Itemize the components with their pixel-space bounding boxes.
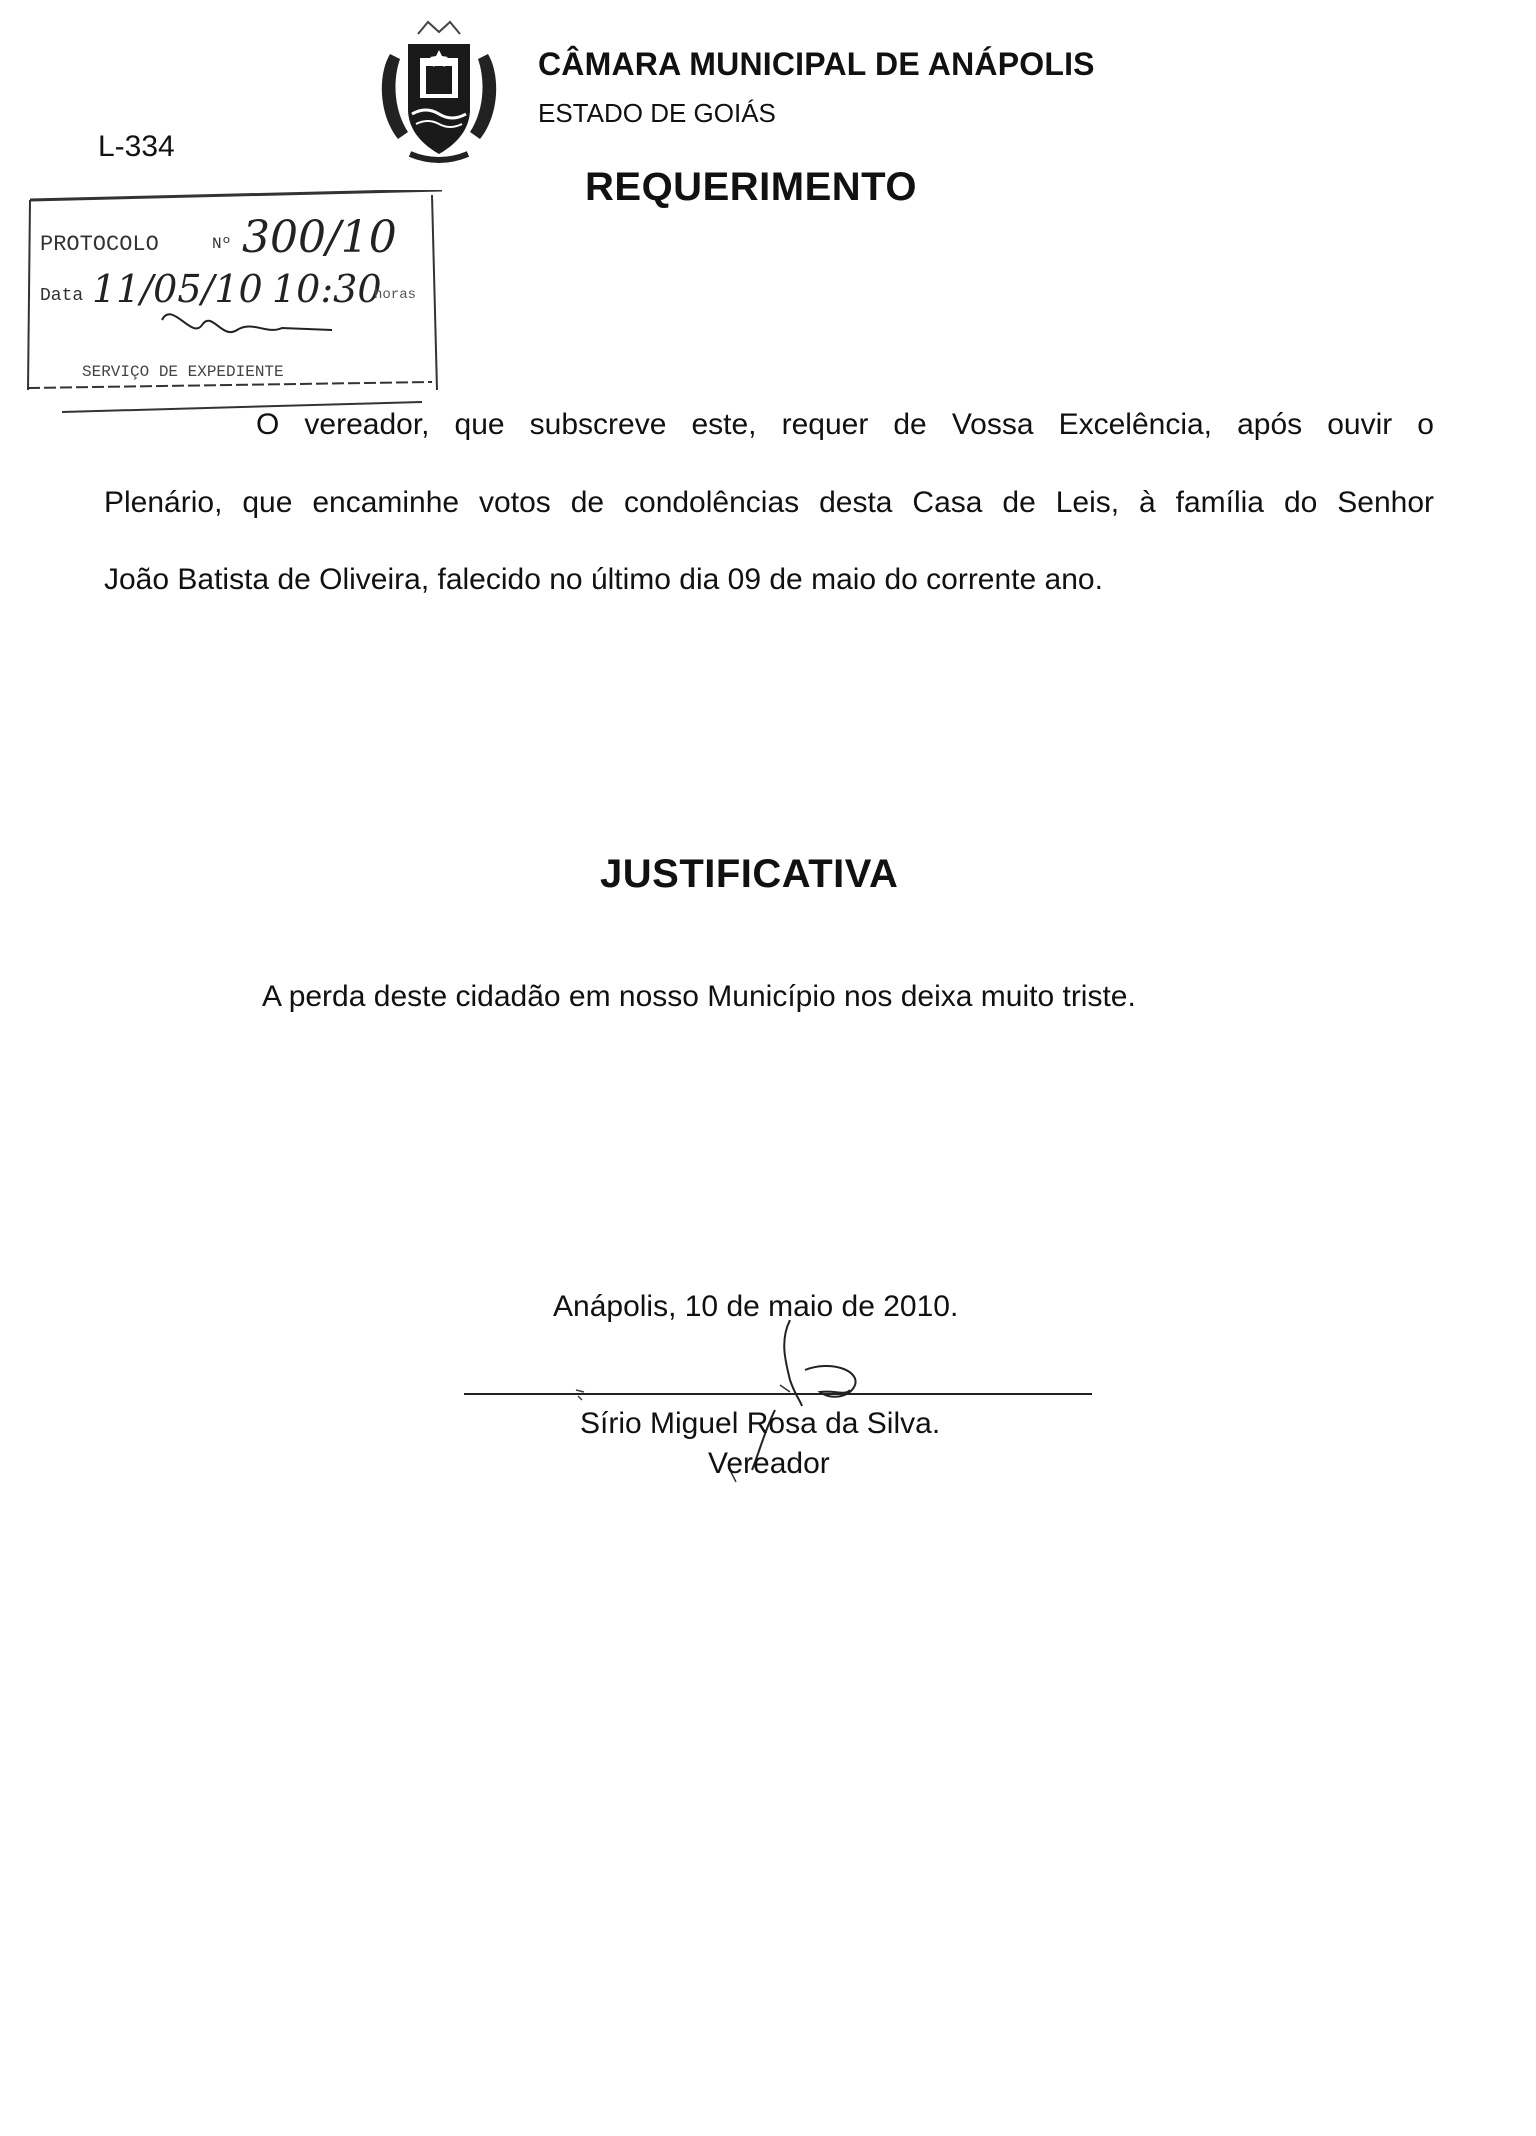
stamp-time-value: 10:30 bbox=[272, 267, 382, 311]
stamp-date-label: Data bbox=[40, 286, 84, 306]
institution-name: CÂMARA MUNICIPAL DE ANÁPOLIS bbox=[538, 46, 1095, 82]
stamp-department-label: SERVIÇO DE EXPEDIENTE bbox=[82, 363, 284, 381]
signature-line bbox=[464, 1393, 1092, 1395]
signatory-role: Vereador bbox=[708, 1447, 830, 1480]
stamp-protocol-label: PROTOCOLO bbox=[40, 232, 159, 257]
justification-text: A perda deste cidadão em nosso Município nos deixa muito triste. bbox=[262, 980, 1136, 1013]
state-name: ESTADO DE GOIÁS bbox=[538, 98, 776, 128]
protocol-stamp bbox=[22, 190, 442, 420]
document-title: REQUERIMENTO bbox=[585, 165, 917, 209]
stamp-protocol-number: 300/10 bbox=[242, 212, 397, 263]
stamp-date-value: 11/05/10 bbox=[92, 267, 263, 311]
coat-of-arms-logo bbox=[368, 14, 510, 164]
place-and-date: Anápolis, 10 de maio de 2010. bbox=[553, 1290, 959, 1323]
body-paragraph-line-3: João Batista de Oliveira, falecido no último dia 09 de maio do corrente ano. bbox=[104, 563, 1103, 596]
body-paragraph-line-2: Plenário, que encaminhe votos de condolências desta Casa de Leis, à família do Senhor bbox=[104, 486, 1434, 519]
justification-title: JUSTIFICATIVA bbox=[600, 852, 899, 896]
body-paragraph-line-1: O vereador, que subscreve este, requer de Vossa Excelência, após ouvir o bbox=[256, 408, 1434, 441]
stamp-hours-label: horas bbox=[374, 287, 417, 303]
stamp-number-label: Nº bbox=[212, 235, 232, 253]
stamp-initials-scribble bbox=[162, 314, 332, 332]
document-reference: L-334 bbox=[98, 130, 175, 163]
signatory-name: Sírio Miguel Rosa da Silva. bbox=[580, 1407, 941, 1440]
